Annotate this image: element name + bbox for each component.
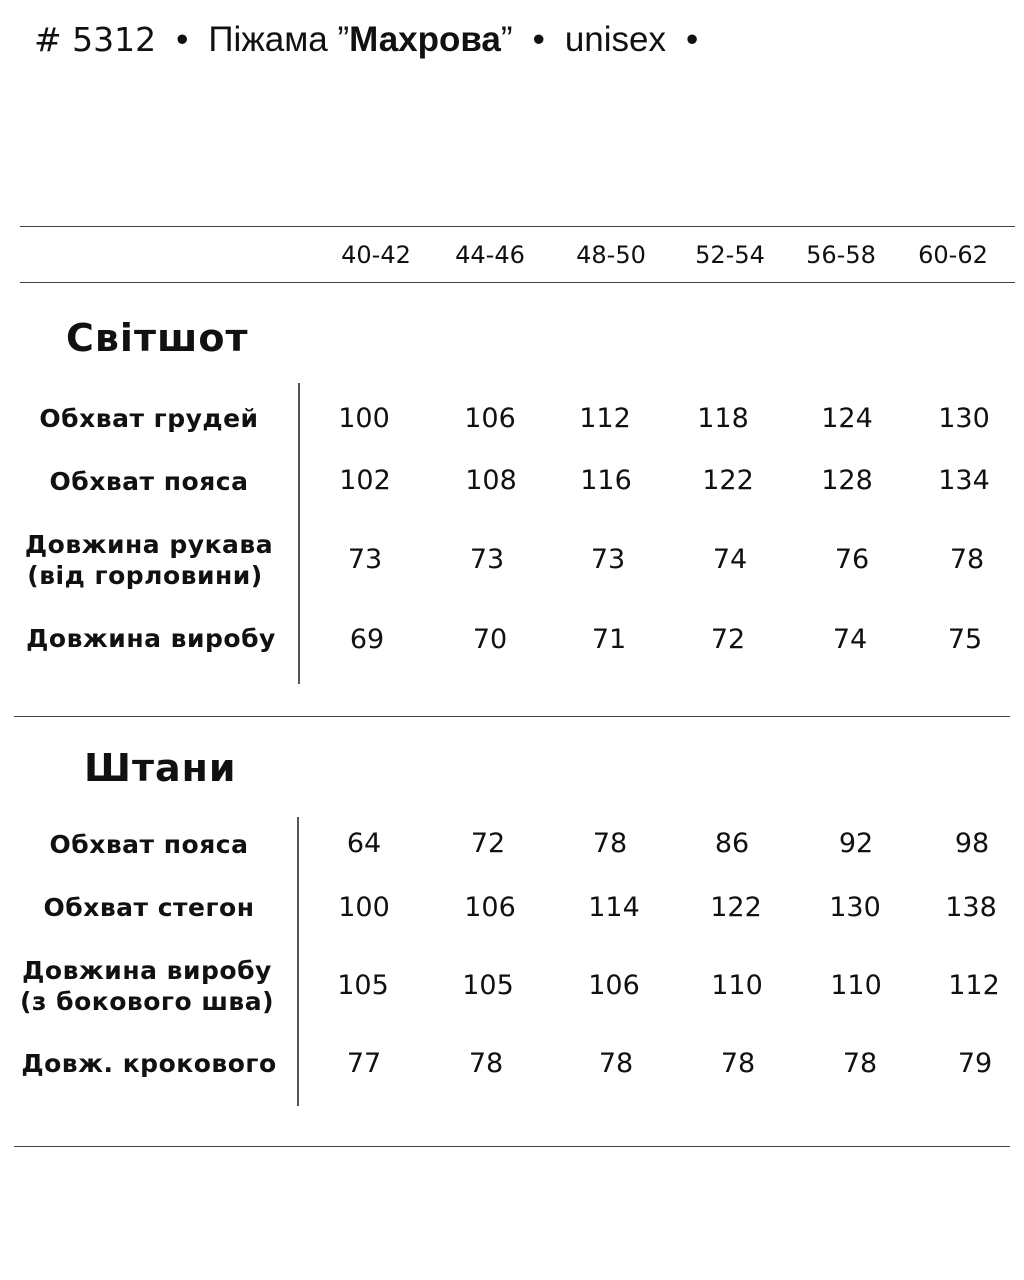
table-cell: 71 (591, 624, 627, 655)
table-cell: 130 (938, 403, 990, 434)
row-label: Довжина виробу (26, 624, 276, 653)
row-label-note: (від горловини) (27, 561, 263, 590)
table-cell: 116 (580, 465, 632, 496)
table-cell: 128 (821, 465, 873, 496)
section-title-sweatshirt: Світшот (66, 316, 249, 360)
table-cell: 72 (470, 828, 506, 859)
table-cell: 106 (464, 403, 516, 434)
row-label: Обхват пояса (49, 467, 249, 496)
product-gender: unisex (564, 20, 666, 59)
table-cell: 78 (468, 1048, 504, 1079)
table-cell: 78 (598, 1048, 634, 1079)
table-cell: 69 (349, 624, 385, 655)
row-label: Довжина виробу (22, 956, 272, 985)
table-cell: 76 (834, 544, 870, 575)
table-cell: 74 (832, 624, 868, 655)
table-cell: 105 (462, 970, 514, 1001)
table-cell: 114 (588, 892, 640, 923)
product-name-prefix: Піжама ” (208, 20, 350, 59)
table-cell: 102 (339, 465, 391, 496)
separator-dot: • (686, 20, 699, 59)
table-cell: 112 (579, 403, 631, 434)
size-header: 48-50 (576, 241, 646, 269)
table-cell: 92 (838, 828, 874, 859)
table-cell: 79 (957, 1048, 993, 1079)
table-cell: 72 (710, 624, 746, 655)
table-cell: 86 (714, 828, 750, 859)
pants-column-divider (297, 817, 299, 1106)
row-label: Довж. крокового (21, 1049, 277, 1078)
table-cell: 130 (829, 892, 881, 923)
row-label: Довжина рукава (24, 530, 274, 559)
table-cell: 122 (702, 465, 754, 496)
table-cell: 134 (938, 465, 990, 496)
table-cell: 124 (821, 403, 873, 434)
table-cell: 78 (720, 1048, 756, 1079)
row-label: Обхват пояса (49, 830, 249, 859)
page-title (34, 16, 718, 64)
table-cell: 78 (842, 1048, 878, 1079)
size-header: 44-46 (455, 241, 525, 269)
table-bottom-rule (14, 1146, 1010, 1147)
table-cell: 100 (338, 403, 390, 434)
table-cell: 78 (949, 544, 985, 575)
table-cell: 106 (588, 970, 640, 1001)
table-cell: 77 (346, 1048, 382, 1079)
table-cell: 75 (947, 624, 983, 655)
table-cell: 112 (948, 970, 1000, 1001)
separator-dot: • (532, 20, 545, 59)
section-title-pants: Штани (84, 746, 237, 790)
row-label-note: (з бокового шва) (19, 987, 275, 1016)
header-bottom-rule (20, 282, 1015, 283)
table-cell: 73 (469, 544, 505, 575)
table-cell: 98 (954, 828, 990, 859)
section-divider (14, 716, 1010, 717)
sweatshirt-column-divider (298, 383, 300, 684)
table-cell: 100 (338, 892, 390, 923)
row-label: Обхват грудей (39, 404, 259, 433)
size-header: 40-42 (341, 241, 411, 269)
separator-dot: • (176, 20, 189, 59)
product-name: Махрова (349, 20, 501, 59)
row-label: Обхват стегон (43, 893, 255, 922)
product-name-suffix: ” (500, 20, 513, 59)
size-header: 60-62 (918, 241, 988, 269)
header-top-rule (20, 226, 1015, 227)
table-cell: 106 (464, 892, 516, 923)
table-cell: 105 (337, 970, 389, 1001)
table-cell: 70 (472, 624, 508, 655)
table-cell: 118 (697, 403, 749, 434)
size-header: 52-54 (695, 241, 765, 269)
table-cell: 108 (465, 465, 517, 496)
table-cell: 122 (710, 892, 762, 923)
size-header: 56-58 (806, 241, 876, 269)
table-cell: 78 (592, 828, 628, 859)
table-cell: 110 (711, 970, 763, 1001)
table-cell: 64 (346, 828, 382, 859)
table-cell: 73 (590, 544, 626, 575)
product-sku: # 5312 (34, 20, 157, 59)
table-cell: 74 (712, 544, 748, 575)
table-cell: 73 (347, 544, 383, 575)
table-cell: 110 (830, 970, 882, 1001)
table-cell: 138 (945, 892, 997, 923)
